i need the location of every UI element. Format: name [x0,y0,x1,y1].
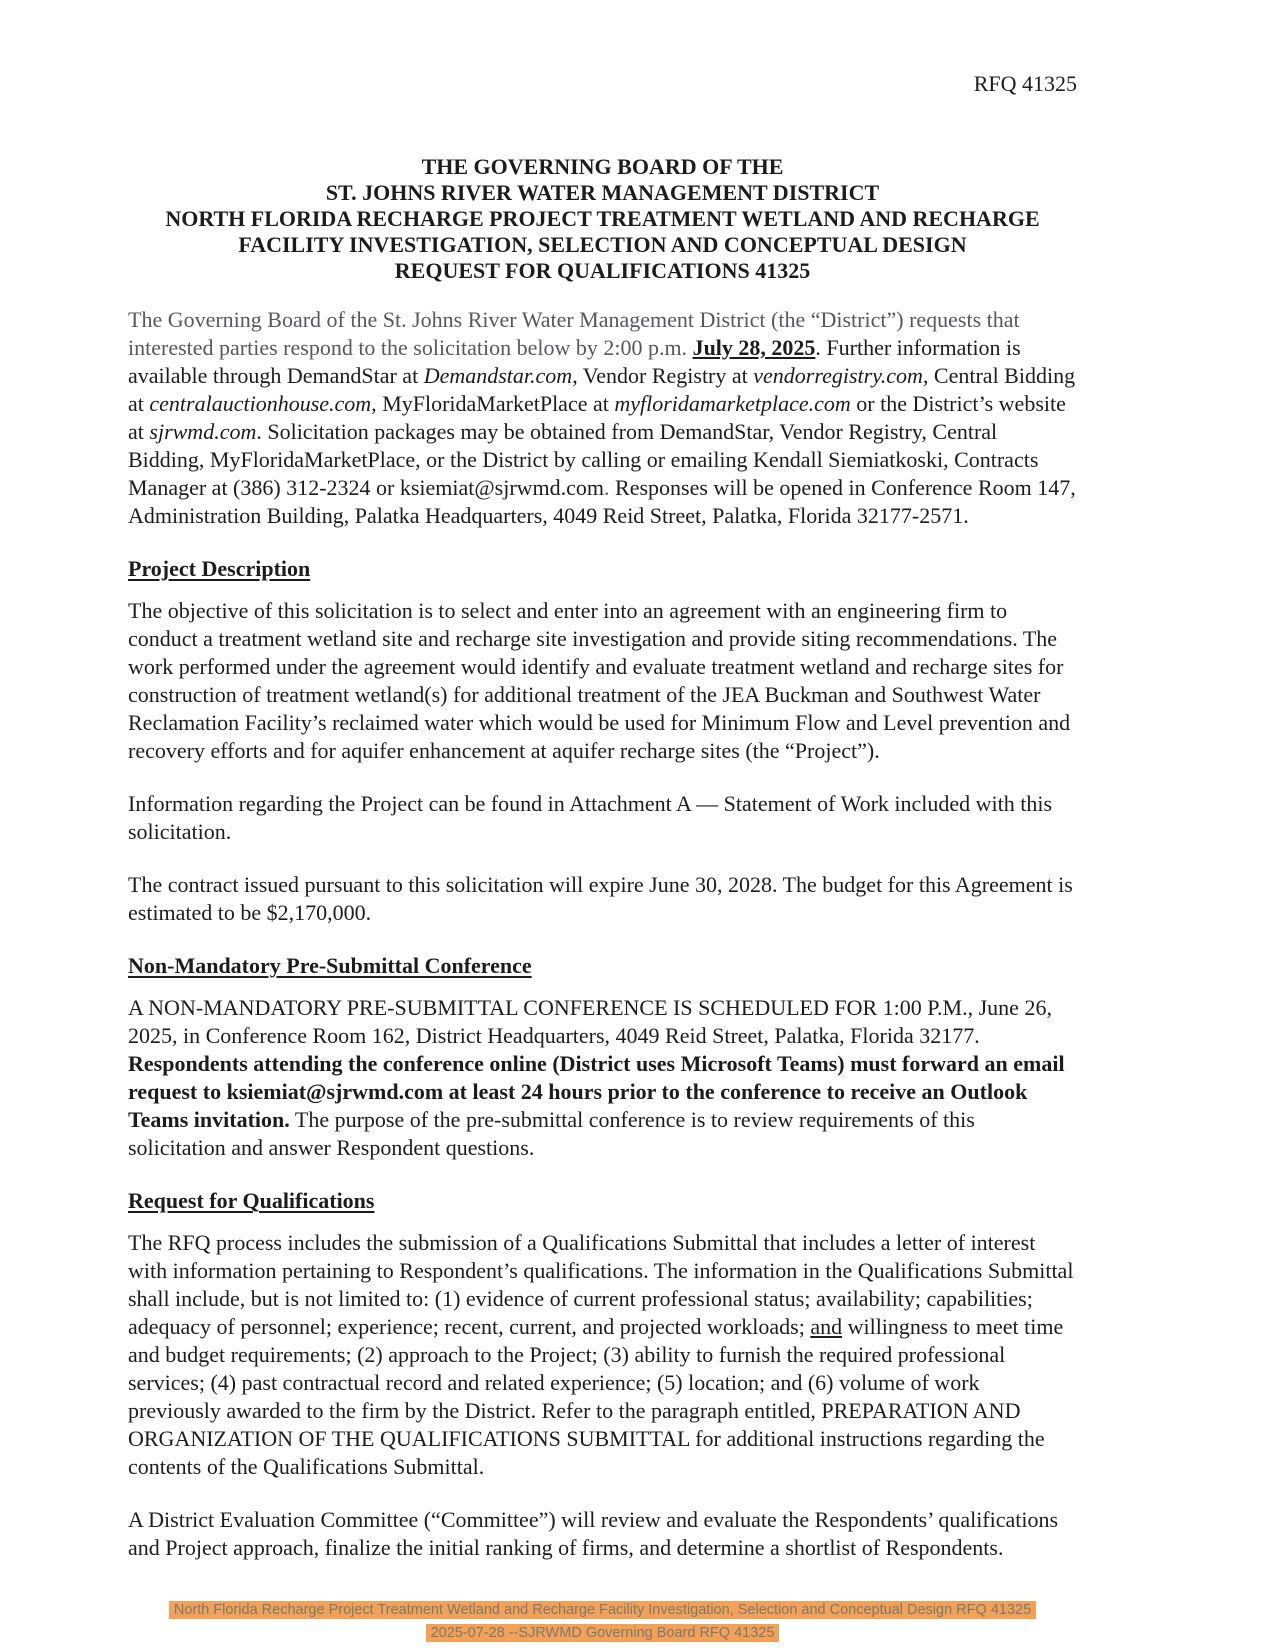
district-website-url: sjrwmd.com [149,419,257,444]
section-heading-request-for-qualifications: Request for Qualifications [128,1188,375,1213]
section-heading-pre-submittal-conference: Non-Mandatory Pre-Submittal Conference [128,953,532,978]
intro-text: . Further information is available through DemandStar at [128,335,1021,388]
underlined-and: and [810,1314,843,1339]
demandstar-url: Demandstar.com [423,363,573,388]
project-description-body: The objective of this solicitation is to select and enter into an agreement with an engineering firm to conduct a treatment wetland site and recharge site investigation and provide siting recommendations. The work performed under the agreement would identify and evaluate treatment wetland and recharge sites for construction of treatment wetland(s) for additional treatment of the JEA Buckman and Southwest Water Reclamation Facility’s reclaimed water which would be used for Minimum Flow and Level prevention and recovery efforts and for aquifer enhancement at aquifer recharge sites (the “Project”). [128,598,1071,763]
vendor-registry-url: vendorregistry.com [753,363,923,388]
title-line: FACILITY INVESTIGATION, SELECTION AND CONCEPTUAL DESIGN [238,232,967,257]
page-footer [128,1599,1077,1645]
pre-submittal-text: A NON-MANDATORY PRE-SUBMITTAL CONFERENCE IS SCHEDULED FOR 1:00 P.M., June 26, 2025, in Conference Room 162, District Headquarters, 4049 Reid Street, Palatka, Florida 32177. [128,995,1052,1048]
response-deadline-date: July 28, 2025 [692,335,816,360]
attachment-note-paragraph: Information regarding the Project can be found in Attachment A — Statement of Work included with this solicitation. [128,791,1053,844]
title-line: THE GOVERNING BOARD OF THE [421,154,784,179]
title-line: NORTH FLORIDA RECHARGE PROJECT TREATMENT WETLAND AND RECHARGE [165,206,1040,231]
section-heading-project-description: Project Description [128,556,311,581]
intro-text: MyFloridaMarketPlace at [376,391,615,416]
rfq-text: willingness to meet time and budget requirements; (2) approach to the Project; (3) ability to furnish the required professional services; (4) past contractual record and related experience; (5) location; and (6) volume of work previously awarded to the firm by the District. Refer to the paragraph entitled, PREPARATION AND ORGANIZATION OF THE QUALIFICATIONS SUBMITTAL for additional instructions regarding the contents of the Qualifications Submittal. [128,1314,1064,1479]
footer-line-1: North Florida Recharge Project Treatment Wetland and Recharge Facility Investigation, Selection and Conceptual Design RFQ 41325 [169,1601,1036,1619]
intro-text: , Vendor Registry at [572,363,754,388]
document-number: RFQ 41325 [973,71,1077,96]
contract-note-paragraph: The contract issued pursuant to this solicitation will expire June 30, 2028. The budget for this Agreement is estimated to be $2,170,000. [128,872,1073,925]
pre-submittal-bold-notice: Respondents attending the conference online (District uses Microsoft Teams) must forward an email request to ksiemiat@sjrwmd.com at least 24 hours prior to the conference to receive an Outlook Teams invitation. [128,1051,1065,1132]
footer-line-2: 2025-07-28 --SJRWMD Governing Board RFQ 41325 [426,1624,780,1642]
intro-text: , Central Bidding at [128,363,1076,416]
intro-text: . Solicitation packages may be obtained from DemandStar, Vendor Registry, Central Bidding, MyFloridaMarketPlace, or the District by calling or emailing Kendall Siemiatkoski, Contracts Manager at (386) 312-2324 or ksiemiat@sjrwmd.com [128,419,1039,500]
intro-text: or the District’s website at [128,391,1066,444]
link-period: . [604,475,610,500]
intro-text: Responses will be opened in Conference Room 147, Administration Building, Palatka Headquarters, 4049 Reid Street, Palatka, Florida 32177-2571. [128,475,1076,528]
evaluation-committee-paragraph: A District Evaluation Committee (“Committee”) will review and evaluate the Respondents’ qualifications and Project approach, finalize the initial ranking of firms, and determine a shortlist of Respondents. [128,1507,1059,1560]
rfq-process-paragraph [128,1229,1077,1481]
rfq-text: The RFQ process includes the submission of a Qualifications Submittal that includes a letter of interest with information pertaining to Respondent’s qualifications. The information in the Qualifications Submittal shall include, but is not limited to: (1) evidence of current professional status; availability; capabilities; adequacy of personnel; experience; recent, current, and projected workloads; [128,1230,1074,1339]
intro-paragraph [128,306,1077,530]
title-line: ST. JOHNS RIVER WATER MANAGEMENT DISTRICT [325,180,880,205]
central-bidding-url: centralauctionhouse.com, [149,391,377,416]
intro-lead-text: The Governing Board of the St. Johns River Water Management District (the “District”) requests that interested parties respond to the solicitation below by 2:00 p.m. [128,307,1020,360]
myfloridamarketplace-url: myfloridamarketplace.com [614,391,851,416]
title-block [128,154,1077,284]
document-content [128,70,1077,1587]
pre-submittal-text: The purpose of the pre-submittal conference is to review requirements of this solicitation and answer Respondent questions. [128,1107,975,1160]
title-line: REQUEST FOR QUALIFICATIONS 41325 [394,258,811,283]
pre-submittal-paragraph [128,994,1077,1162]
